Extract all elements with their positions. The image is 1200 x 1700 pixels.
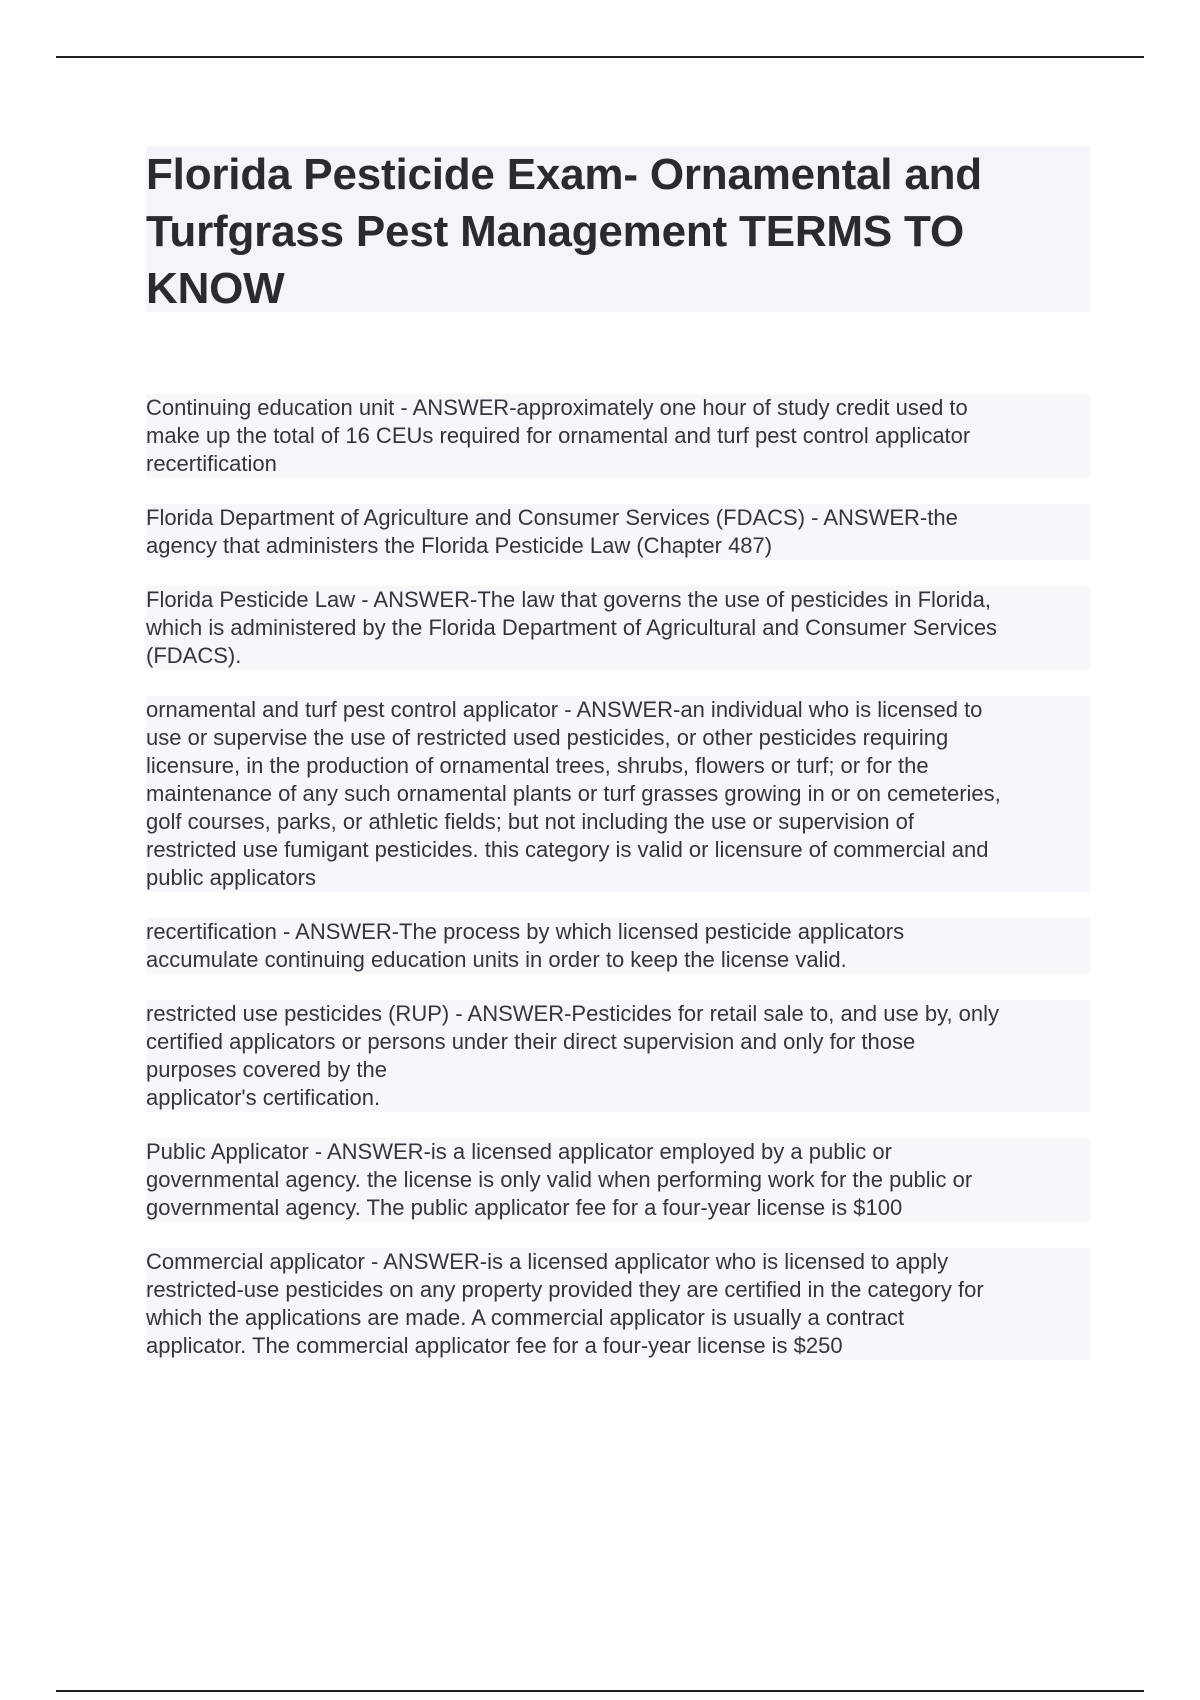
entry-line: which is administered by the Florida Department of Agricultural and Consumer Services (146, 614, 1090, 642)
entry-line: purposes covered by the (146, 1056, 1090, 1084)
entry-line: use or supervise the use of restricted used pesticides, or other pesticides requiring (146, 724, 1090, 752)
entry-line: Florida Pesticide Law - ANSWER-The law that governs the use of pesticides in Florida, (146, 586, 1090, 614)
entry-line: Public Applicator - ANSWER-is a licensed applicator employed by a public or (146, 1138, 1090, 1166)
title-line: Florida Pesticide Exam- Ornamental and (146, 150, 982, 199)
term-list (146, 394, 1090, 1386)
entry-line: agency that administers the Florida Pesticide Law (Chapter 487) (146, 532, 1090, 560)
entry-line: Commercial applicator - ANSWER-is a licensed applicator who is licensed to apply (146, 1248, 1090, 1276)
title-line: KNOW (146, 264, 285, 313)
term-entry-commercial-applicator (146, 1248, 1090, 1360)
entry-line: public applicators (146, 864, 1090, 892)
term-entry-ornamental-turf-applicator (146, 696, 1090, 892)
entry-line: applicator. The commercial applicator fee for a four-year license is $250 (146, 1332, 1090, 1360)
entry-line: accumulate continuing education units in order to keep the license valid. (146, 946, 1090, 974)
entry-line: restricted use pesticides (RUP) - ANSWER-Pesticides for retail sale to, and use by, only (146, 1000, 1090, 1028)
bottom-rule (56, 1690, 1144, 1692)
entry-line: recertification (146, 450, 1090, 478)
entry-line: (FDACS). (146, 642, 1090, 670)
term-entry-fdacs (146, 504, 1090, 560)
term-entry-recertification (146, 918, 1090, 974)
entry-line: Florida Department of Agriculture and Consumer Services (FDACS) - ANSWER-the (146, 504, 1090, 532)
entry-line: restricted use fumigant pesticides. this category is valid or licensure of commercial and (146, 836, 1090, 864)
term-entry-restricted-use-pesticides (146, 1000, 1090, 1112)
term-entry-continuing-education-unit (146, 394, 1090, 478)
entry-line: licensure, in the production of ornamental trees, shrubs, flowers or turf; or for the (146, 752, 1090, 780)
entry-line: which the applications are made. A commercial applicator is usually a contract (146, 1304, 1090, 1332)
entry-line: Continuing education unit - ANSWER-approximately one hour of study credit used to (146, 394, 1090, 422)
entry-line: certified applicators or persons under their direct supervision and only for those (146, 1028, 1090, 1056)
entry-line: maintenance of any such ornamental plants or turf grasses growing in or on cemeteries, (146, 780, 1090, 808)
entry-line: governmental agency. the license is only valid when performing work for the public or (146, 1166, 1090, 1194)
term-entry-public-applicator (146, 1138, 1090, 1222)
entry-line: restricted-use pesticides on any property provided they are certified in the category for (146, 1276, 1090, 1304)
entry-line: make up the total of 16 CEUs required for ornamental and turf pest control applicator (146, 422, 1090, 450)
title-line: Turfgrass Pest Management TERMS TO (146, 207, 964, 256)
entry-line: ornamental and turf pest control applicator - ANSWER-an individual who is licensed to (146, 696, 1090, 724)
top-rule (56, 56, 1144, 58)
entry-line: golf courses, parks, or athletic fields; but not including the use or supervision of (146, 808, 1090, 836)
entry-line: governmental agency. The public applicator fee for a four-year license is $100 (146, 1194, 1090, 1222)
document-title (146, 146, 1090, 317)
entry-line: recertification - ANSWER-The process by which licensed pesticide applicators (146, 918, 1090, 946)
term-entry-florida-pesticide-law (146, 586, 1090, 670)
title-block (146, 146, 1090, 312)
entry-line: applicator's certification. (146, 1084, 1090, 1112)
